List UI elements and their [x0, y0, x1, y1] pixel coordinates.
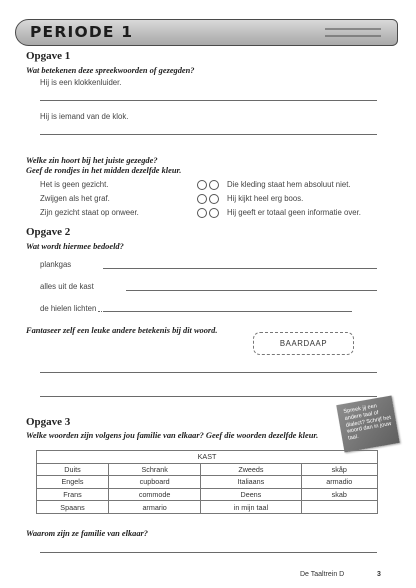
opgave-2-heading: Opgave 2 [26, 226, 71, 238]
table-cell[interactable]: Zweeds [201, 463, 301, 476]
word-box [253, 332, 354, 355]
banner-decoration [325, 28, 381, 37]
match-right-2: Hij kijkt heel erg boos. [227, 194, 304, 203]
page-title: PERIODE 1 [30, 23, 134, 41]
opgave-2-question-2: Fantaseer zelf een leuke andere betekenis bij dit woord. [26, 326, 218, 335]
table-title: KAST [37, 451, 378, 464]
expression-3: de hielen lichten [40, 304, 97, 313]
reason-line[interactable] [40, 552, 377, 553]
table-cell[interactable]: cupboard [108, 476, 200, 489]
circle-left-3[interactable] [197, 208, 207, 218]
table-row [37, 476, 378, 489]
fantasy-line-1[interactable] [40, 372, 377, 373]
table-row [37, 488, 378, 501]
table-cell[interactable]: Spaans [37, 501, 109, 514]
expression-1: plankgas [40, 260, 72, 269]
table-cell[interactable]: Italiaans [201, 476, 301, 489]
opgave-3-question-2: Waarom zijn ze familie van elkaar? [26, 529, 148, 538]
saying-1: Hij is een klokkenluider. [40, 78, 122, 87]
expression-1-line[interactable] [103, 268, 377, 269]
kast-table [36, 450, 378, 514]
own-language-answer-cell[interactable] [301, 501, 377, 514]
circle-right-3[interactable] [209, 208, 219, 218]
table-cell[interactable]: armadio [301, 476, 377, 489]
fantasy-line-2[interactable] [40, 396, 377, 397]
table-cell[interactable]: Deens [201, 488, 301, 501]
opgave-1-question-1: Wat betekenen deze spreekwoorden of gezegden? [26, 66, 195, 75]
opgave-1-question-2-line-2: Geef de rondjes in het midden dezelfde kleur. [26, 166, 182, 175]
answer-line-2[interactable] [40, 134, 377, 135]
opgave-3-question-1: Welke woorden zijn volgens jou familie van elkaar? Geef die woorden dezelfde kleur. [26, 431, 319, 440]
opgave-3-heading: Opgave 3 [26, 416, 71, 428]
circle-right-1[interactable] [209, 180, 219, 190]
book-title: De Taaltrein D [300, 571, 345, 578]
expression-3-line[interactable] [104, 311, 352, 312]
answer-line-1[interactable] [40, 100, 377, 101]
table-cell[interactable]: Engels [37, 476, 109, 489]
table-cell[interactable]: Duits [37, 463, 109, 476]
circle-left-1[interactable] [197, 180, 207, 190]
sticker-text: Spreek jij een andere taal of dialect? Schrijf het woord dan in jouw taal. [343, 403, 393, 442]
word-label: BAARDAAP [279, 339, 328, 348]
expression-2-line[interactable] [126, 290, 377, 291]
circle-left-2[interactable] [197, 194, 207, 204]
table-row [37, 501, 378, 514]
page-number: 3 [377, 571, 381, 578]
table-cell[interactable]: skab [301, 488, 377, 501]
circle-right-2[interactable] [209, 194, 219, 204]
dialect-sticker [336, 396, 399, 453]
opgave-2-question-1: Wat wordt hiermee bedoeld? [26, 242, 124, 251]
match-right-1: Die kleding staat hem absoluut niet. [227, 180, 351, 189]
saying-2: Hij is iemand van de klok. [40, 112, 129, 121]
match-left-3: Zijn gezicht staat op onweer. [40, 208, 139, 217]
table-row [37, 463, 378, 476]
table-cell[interactable]: armario [108, 501, 200, 514]
opgave-1-heading: Opgave 1 [26, 50, 71, 62]
table-cell[interactable]: Frans [37, 488, 109, 501]
table-cell[interactable]: in mijn taal [201, 501, 301, 514]
table-cell[interactable]: skåp [301, 463, 377, 476]
table-header-row [37, 451, 378, 464]
match-left-1: Het is geen gezicht. [40, 180, 109, 189]
opgave-1-question-2-line-1: Welke zin hoort bij het juiste gezegde? [26, 156, 158, 165]
table-cell[interactable]: commode [108, 488, 200, 501]
periode-banner [15, 19, 398, 46]
match-left-2: Zwijgen als het graf. [40, 194, 110, 203]
match-right-3: Hij geeft er totaal geen informatie over. [227, 208, 361, 217]
expression-2: alles uit de kast [40, 282, 94, 291]
table-cell[interactable]: Schrank [108, 463, 200, 476]
